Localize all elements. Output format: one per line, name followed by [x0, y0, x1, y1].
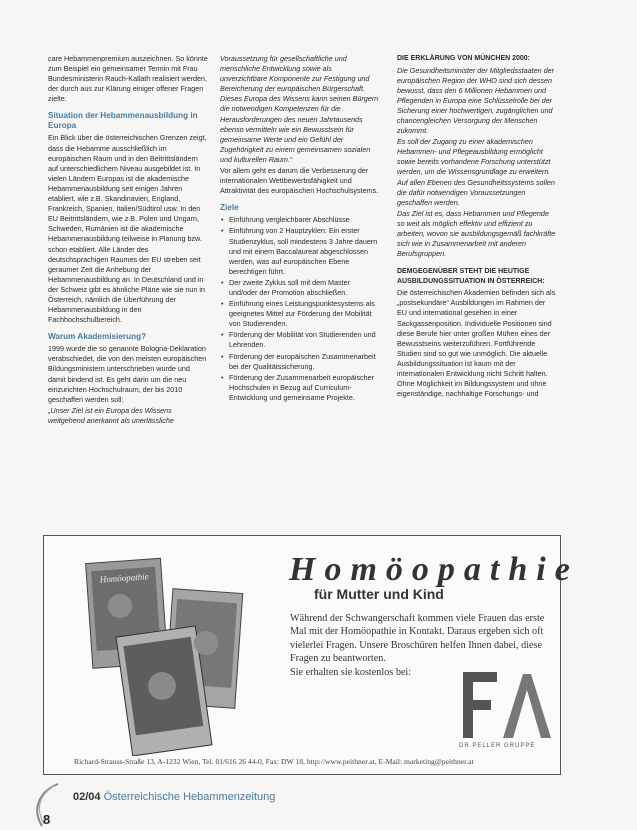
- list-item: • Einführung eines Leistungspunktesystems als geeignetes Mittel zur Förderung der Mobilität von Studierenden.: [229, 299, 380, 329]
- paragraph: Vor allem geht es darum die Verbesserung der internationalen Wettbewerbsfähigkeit und Attraktivität des europäischen Hochschulsystems.: [220, 166, 379, 196]
- quote-paragraph: Es soll der Zugang zu einer akademischen Hebammen- und Pflegeausbildung ermöglicht sowie bereits vorhandene Forschung unterstützt werden, um die Wissensgrundlage zu erweitern. Auf allen Ebenen des Gesundheitssystems sollen die dafür notwendigen Voraussetzungen geschaffen werden.: [397, 137, 555, 207]
- list-item: • Einführung vergleichbarer Abschlüsse: [229, 215, 380, 225]
- page-number: 8: [43, 812, 51, 827]
- quote-paragraph: „Unser Ziel ist ein Europa des Wissens weitgehend anerkannt als unerlässliche: [48, 405, 174, 425]
- paragraph: Ein Blick über die österreichischen Grenzen zeigt, dass die Hebamme ausschließlich im europäischen Raum und in den Beitrittsländern auf unterschiedlichem Niveau ausgebildet ist. In vielen Ländern Europas ist die akademische Hebammenausbildung seit einigen Jahren etabliert, wie z.B. Skandinavien, England, Frankreich, Spanien, Italien/Südtirol usw. In den EU Beitrittsländern, wie z.B. Polen und Ungarn, Schweden, Rumänien ist die akademische Hebammenausbildung teilweise in Planung bzw. schon etabliert. Alle Länder des deutschsprachigen Raumes der EU streben seit geraumer Zeit die Anhebung der Hebammenausbildung an. In Deutschland und in der Schweiz gibt es ähnliche Pläne wie sie nun in Österreich, nämlich die Überführung der Hebammenausbildung in den Fachhochschulbereich.: [48, 133, 207, 325]
- ad-paragraph: Sie erhalten sie kostenlos bei:: [290, 666, 412, 678]
- section-heading: Situation der Hebammenausbildung in Europa: [48, 111, 198, 131]
- company-logo-icon: [459, 664, 551, 748]
- brochure-covers-image: [84, 551, 244, 756]
- journal-title: [73, 791, 275, 803]
- logo-text: DR.PELLER GRUPPE: [459, 743, 536, 749]
- quote-paragraph: Die Gesundheitsminister der Mitgliedsstaaten der europäischen Region der WHO sind sich dessen bewusst, dass den 6 Millionen Hebammen und Pflegenden in Europa eine Schlüsselrolle bei der Sicherung einer hochwertigen, zugänglichen und chancengleichen Versorgung der Menschen zukommt.: [397, 65, 555, 136]
- advertisement: [43, 535, 579, 775]
- journal-name: Österreichische Hebammenzeitung: [103, 791, 276, 803]
- quote-paragraph: Das Ziel ist es, dass Hebammen und Pflegende so weit als möglich effektiv und effizient zu arbeiten, wovon sie ausbildungsgemäß fachkräfte sich wie in Zusammenarbeit mit anderen Berufsgruppen.: [397, 208, 556, 259]
- ad-paragraph: Während der Schwangerschaft kommen viele Frauen das erste Mal mit der Homöopathie in Kontakt. Daraus ergeben sich oft vielerlei Fragen. Unsere Broschüren helfen Ihnen dabei, diese Fragen zu beantworten.: [290, 613, 545, 665]
- paragraph: 1999 wurde die so genannte Bologna-Deklaration verabschiedet, die von den meisten europäischen Bildungsministern unterschrieben wurde und damit bindend ist. Es geht darin um die neu einzurichten Hochschulraum, der bis 2010 geschaffen werden soll:: [48, 344, 207, 404]
- ad-contact-footer: Richard-Strauss-Straße 13, A-1232 Wien, Tel. 01/616 26 44-0, Fax: DW 18, http://www.peithner.at, E-Mail: marketing@peithner.at: [74, 757, 474, 766]
- book-label: Homöopathie: [99, 571, 149, 585]
- list-item: • Einführung von 2 Hauptzyklen: Ein erster Studienzyklus, soll mindestens 3 Jahre dauern und mit einem Baccalaureat abgeschlossen werden, was auf europäischen Ebene berechtigen führt.: [229, 226, 380, 276]
- issue-number: 02/04: [73, 791, 101, 803]
- section-heading: Warum Akademisierung?: [48, 332, 147, 342]
- list-item: • Förderung der Zusammenarbeit europäischer Hochschulen in Bezug auf Curriculum-Entwicklung und gemeinsame Projekte.: [229, 373, 380, 403]
- goals-list: [220, 215, 380, 403]
- list-item: • Förderung der europäischen Zusammenarbeit bei der Qualitätssicherung.: [229, 352, 380, 372]
- ad-subtitle: für Mutter und Kind: [314, 586, 444, 602]
- column-left: [48, 54, 208, 427]
- ad-title: Homöopathie: [289, 551, 579, 588]
- section-heading: Ziele: [220, 203, 239, 213]
- paragraph: Die österreichischen Akademien befinden sich als „postsekundäre“ Ausbildungen im Rahmen der EU und international gesehen in einer Sackgassenposition. Individuelle Positionen sind diese Berufe hier unter großen Mühen eines der Bewusstseins weiterzuführen. Fortführende Studien sind so gut wie unmöglich. Die aktuelle Ausbildungssituation ist kaum mit der internationalen Entwicklung nicht Schritt halten. Ohne Möglichkeit im Bildungssystem und ohne eigenständige, nachhaltige Forschungs- und: [397, 288, 556, 399]
- list-item: • Der zweite Zyklus soll mit dem Master und/oder der Promotion abschließen.: [229, 278, 380, 298]
- quote-paragraph: Voraussetzung für gesellschaftliche und menschliche Entwicklung sowie als unverzichtbare Komponente zur Festigung und Bereicherung der europäischen Bürgerschaft. Dieses Europa des Wissens kann seinen Bürgern die notwendigen Kompetenzen für die Herausforderungen des neuen Jahrtausends ebenso vermitteln wie ein Bewusstsein für gemeinsame Werte und ein Gefühl der Zugehörigkeit zu einem gemeinsamen sozialen und kulturellen Raum.“: [220, 54, 379, 164]
- column-middle: [220, 54, 380, 404]
- paragraph: care Hebammenpremium auszeichnen. So könnte zum Beispiel ein gemeinsamer Termin mit Frau Bundesministerin Rauch-Kallath realisiert werden, der durch aus zur Klärung einiger offener Fragen zielte.: [48, 54, 208, 104]
- column-right: [397, 54, 557, 400]
- section-heading: DIE ERKLÄRUNG VON MÜNCHEN 2000:: [397, 55, 531, 62]
- section-heading: DEMGEGENÜBER STEHT DIE HEUTIGE AUSBILDUNGSSITUATION IN ÖSTERREICH:: [397, 268, 545, 285]
- list-item: • Förderung der Mobilität von Studierenden und Lehrenden.: [229, 330, 380, 350]
